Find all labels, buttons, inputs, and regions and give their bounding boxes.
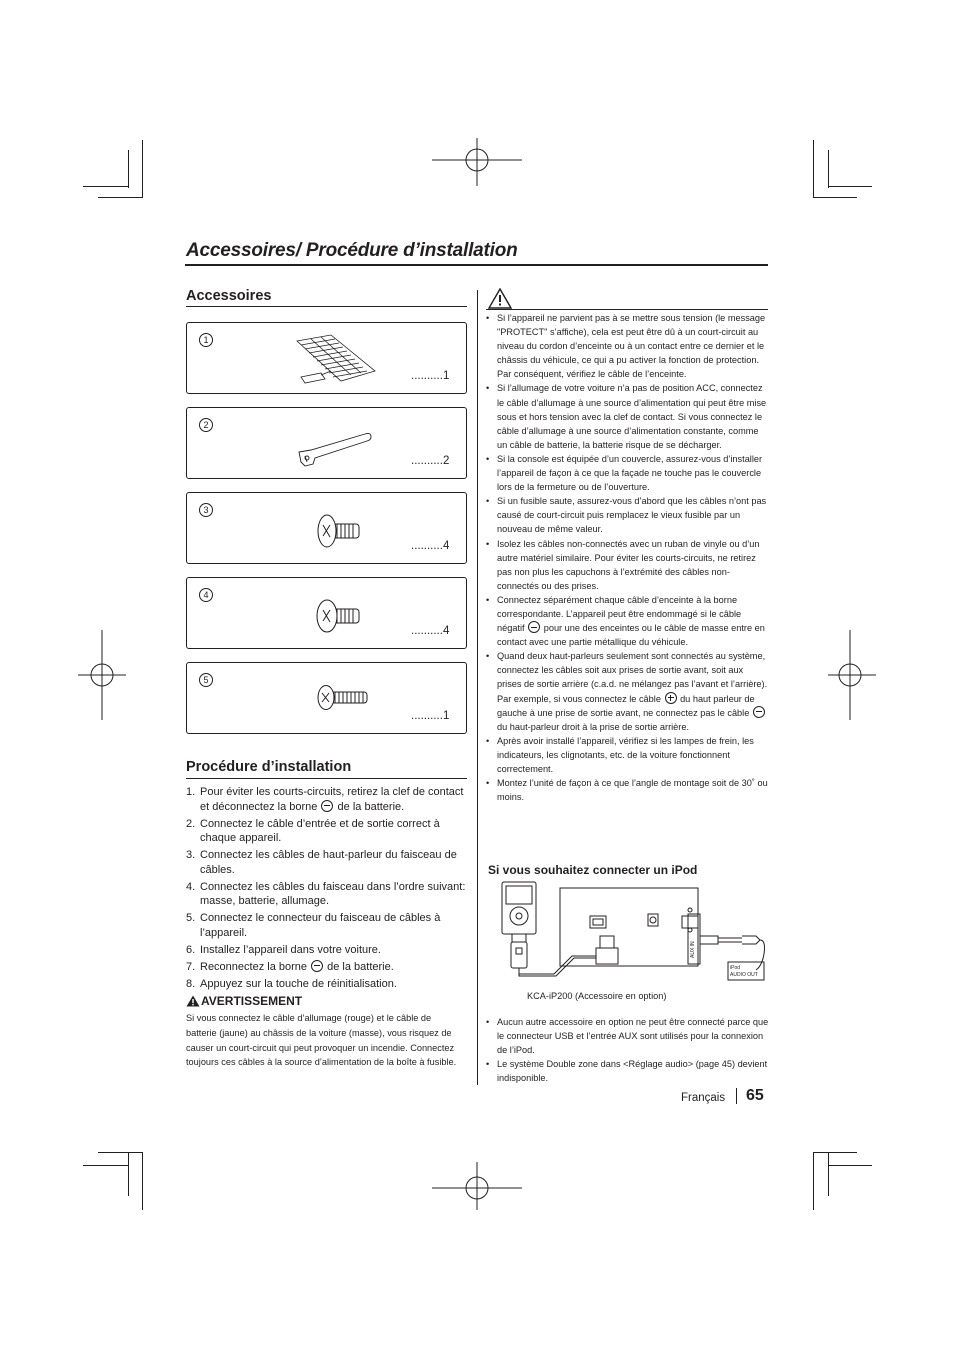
procedure-steps: [186, 785, 466, 994]
crop-mark: [83, 186, 128, 187]
step-text: Connectez les câbles du faisceau dans l’ordre suivant: masse, batterie, allumage.: [200, 880, 466, 907]
step-number: 5.: [186, 912, 196, 924]
step-text: Reconnectez la borne: [200, 960, 308, 973]
accessory-number: 1: [199, 333, 213, 347]
plus-terminal-icon: [665, 692, 677, 704]
registration-mark: [826, 628, 876, 722]
accessory-number: 5: [199, 673, 213, 687]
aux-in-label: AUX IN: [690, 941, 696, 958]
title-rule: [185, 264, 768, 266]
caution-rule: [486, 309, 768, 310]
list-item-text: Après avoir installé l’appareil, vérifiez si les lampes de frein, les indicateurs, les clignotants, etc. de la voiture fonctionnent correctement.: [497, 735, 754, 774]
accessory-quantity: ..........4: [411, 540, 450, 552]
accessory-number: 2: [199, 418, 213, 432]
procedure-step: [186, 785, 466, 814]
step-number: 7.: [186, 960, 196, 973]
flat-head-screw-icon: [315, 511, 363, 551]
crop-mark: [98, 1152, 142, 1153]
registration-mark: [430, 1162, 524, 1212]
list-item: • Aucun autre accessoire en option ne peut être connecté parce que le connecteur USB et l’entrée AUX sont utilisés pour la connexion de l’iPod.: [486, 1015, 770, 1057]
accessories-heading: Accessoires: [186, 288, 272, 304]
crop-mark: [128, 150, 129, 188]
ipod-connection-diagram: [494, 880, 770, 988]
accessory-quantity: ..........2: [411, 455, 450, 467]
footer-language: Français: [681, 1092, 726, 1104]
crop-mark: [83, 1165, 128, 1166]
head-unit: [560, 888, 698, 966]
ipod-heading: Si vous souhaitez connecter un iPod: [488, 863, 698, 877]
list-item-text: du haut parleur de gauche à une prise de sortie avant, ne connectez pas le câble: [497, 693, 755, 718]
list-item: • Après avoir installé l’appareil, vérifiez si les lampes de frein, les indicateurs, les clignotants, etc. de la voiture fonctionnent correctement.: [486, 734, 770, 776]
step-text: Installez l’appareil dans votre voiture.: [200, 943, 381, 956]
list-item: • Si la console est équipée d’un couvercle, assurez-vous d’installer l’appareil de façon à ce que la façade ne touche pas le couvercle lors de la fermeture ou de l’ouverture.: [486, 452, 770, 494]
procedure-heading: Procédure d’installation: [186, 759, 352, 775]
accessory-number: 4: [199, 588, 213, 602]
list-item-text: Montez l’unité de façon à ce que l’angle de montage soit de 30˚ ou moins.: [497, 778, 768, 803]
crop-mark: [813, 140, 814, 198]
accessory-quantity: ..........4: [411, 625, 450, 637]
step-text: Connectez le câble d’entrée et de sortie correct à chaque appareil.: [200, 817, 440, 844]
list-item-text: Connectez séparément chaque câble d’enceinte à la borne correspondante. L’appareil peut être endommagé si le câble négatif: [497, 594, 742, 634]
list-item-text: Si l’allumage de votre voiture n’a pas de position ACC, connectez le câble d’allumage à une source d’alimentation qui peut être mise sous et hors tension avec la clef de contact. Si vous connectez le câble d’allumage à une source d’alimentation constante, comme un câble de batterie, la batterie risque de se décharger.: [497, 383, 767, 450]
long-screw-icon: [315, 683, 371, 713]
crop-mark: [828, 186, 872, 187]
step-text: Connectez le connecteur du faisceau de câbles à l’appareil.: [200, 912, 441, 939]
procedure-step: [186, 817, 466, 846]
minus-terminal-icon: [753, 706, 765, 718]
crop-mark: [142, 140, 143, 198]
list-item-text: Le système Double zone dans <Réglage audio> (page 45) devient indisponible.: [497, 1059, 768, 1084]
list-item-text: Si l’appareil ne parvient pas à se mettre sous tension (le message "PROTECT" s’affiche), cela est peut être dû à un court-circuit au niveau du cordon d’enceinte ou à un contact entre ce dernier et le châssis du véhicule, ce qui a pu activer la fonction de protection. Par conséquent, vérifiez le câble de l’enceinte.: [497, 313, 766, 380]
caution-list: [486, 311, 770, 804]
accessory-quantity: ..........1: [411, 370, 450, 382]
step-number: 8.: [186, 977, 196, 990]
crop-mark: [813, 1152, 814, 1210]
ipod-notes-list: [486, 1015, 770, 1085]
diagram-caption: KCA-iP200 (Accessoire en option): [527, 991, 667, 1001]
list-item: • Quand deux haut-parleurs seulement sont connectés au système, connectez les câbles soit aux prises de sortie avant, soit aux prises de sortie arrière (c.a.d. ne mélangez pas l’avant et l’arrière). Par exemple, si vous connectez le câble du haut parleur de gauche à une prise de sortie avant, ne connectez pas le câble du haut-parleur droit à la prise de sortie arrière.: [486, 651, 768, 732]
list-item: • Si l’allumage de votre voiture n’a pas de position ACC, connectez le câble d’allumage à une source d’alimentation qui peut être mise sous et hors tension avec la clef de contact. Si vous connectez le câble d’allumage à une source d’alimentation constante, comme un câble de batterie, la batterie risque de se décharger.: [486, 381, 770, 451]
step-number: 4.: [186, 880, 196, 893]
list-item: • Isolez les câbles non-connectés avec un ruban de vinyle ou d’un autre matériel similaire. Pour éviter les courts-circuits, ne retirez pas non plus les capuchons à l’extrémité des câbles non-connectés ou des prises.: [486, 537, 770, 593]
caution-icon: [488, 288, 512, 309]
page-number: 65: [746, 1087, 764, 1104]
crop-mark: [828, 1152, 829, 1196]
accessories-rule: [186, 306, 467, 307]
procedure-step: [186, 880, 466, 909]
step-number: 2.: [186, 817, 196, 830]
warning-text: Si vous connectez le câble d’allumage (rouge) et le câble de batterie (jaune) au châssis de la voiture (masse), vous risquez de causer un court-circuit qui peut provoquer un incendie. Connectez toujours ces câbles à la source d’alimentation de la boîte à fusible.: [186, 1013, 457, 1068]
crop-mark: [813, 1152, 857, 1153]
crop-mark: [828, 150, 829, 188]
step-text: Pour éviter les courts-circuits, retirez la clef de contact et déconnectez la borne: [200, 786, 464, 813]
step-number: 3.: [186, 849, 196, 861]
accessory-item-3: [186, 492, 467, 564]
column-divider: [477, 290, 478, 1085]
procedure-step: [186, 977, 466, 992]
accessory-item-2: [186, 407, 467, 479]
crop-mark: [813, 197, 857, 198]
accessory-item-1: [186, 322, 467, 394]
list-item: • Si l’appareil ne parvient pas à se mettre sous tension (le message "PROTECT" s’affiche), cela est peut être dû à un court-circuit au niveau du cordon d’enceinte ou à un contact entre ce dernier et le châssis du véhicule, ce qui a pu activer la fonction de protection. Par conséquent, vérifiez le câble de l’enceinte.: [486, 311, 770, 381]
accessory-number: 3: [199, 503, 213, 517]
registration-mark: [78, 628, 128, 722]
crop-mark: [828, 1165, 872, 1166]
list-item-text: pour une des enceintes ou le câble de masse entre en contact avec une partie métallique du véhicule.: [497, 623, 765, 648]
list-item: • Connectez séparément chaque câble d’enceinte à la borne correspondante. L’appareil peut être endommagé si le câble négatif pour une des enceintes ou le câble de masse entre en contact avec une partie métallique du véhicule.: [486, 594, 765, 648]
list-item-text: Aucun autre accessoire en option ne peut être connecté parce que le connecteur USB et l’entrée AUX sont utilisés pour la connexion de l’iPod.: [497, 1017, 769, 1056]
accessory-item-5: [186, 662, 467, 734]
audio-out-label-2: AUDIO OUT: [730, 972, 758, 978]
procedure-step: [186, 911, 466, 940]
list-item: • Si un fusible saute, assurez-vous d’abord que les câbles n’ont pas causé de court-circuit puis remplacez le vieux fusible par un nouveau de même valeur.: [486, 494, 770, 536]
step-text: Connectez les câbles de haut-parleur du faisceau de câbles.: [200, 849, 457, 876]
minus-terminal-icon: [528, 621, 540, 633]
page-title: Accessoires/ Procédure d’installation: [186, 240, 518, 261]
footer-separator: [736, 1088, 737, 1104]
step-text: Appuyez sur la touche de réinitialisation.: [200, 977, 397, 990]
step-text: de la batterie.: [327, 960, 394, 973]
warning-heading-text: AVERTISSEMENT: [201, 994, 303, 1008]
list-item-text: Si la console est équipée d’un couvercle, assurez-vous d’installer l’appareil de façon à ce que la façade ne touche pas le couvercle lors de la fermeture ou de l’ouverture.: [497, 453, 763, 493]
pan-head-screw-icon: [315, 596, 363, 636]
crop-mark: [98, 197, 142, 198]
registration-mark: [430, 138, 524, 188]
audio-out-label-1: iPod: [730, 965, 741, 971]
step-number: 1.: [186, 786, 196, 798]
list-item: • Le système Double zone dans <Réglage audio> (page 45) devient indisponible.: [486, 1057, 770, 1085]
step-text: de la batterie.: [337, 800, 405, 813]
minus-terminal-icon: [311, 960, 323, 972]
step-number: 6.: [186, 943, 196, 956]
procedure-step: [186, 943, 466, 958]
warning-icon: [186, 995, 200, 1007]
warning-heading: [186, 994, 302, 1008]
list-item-text: du haut-parleur droit à la prise de sortie arrière.: [497, 721, 690, 732]
accessory-item-4: [186, 577, 467, 649]
crop-mark: [128, 1152, 129, 1196]
procedure-step: [186, 848, 466, 877]
list-item-text: Si un fusible saute, assurez-vous d’abord que les câbles n’ont pas causé de court-circuit puis remplacez le vieux fusible par un nouveau de même valeur.: [497, 496, 767, 535]
ipod-device: [502, 882, 536, 934]
procedure-rule: [186, 778, 467, 779]
wiring-harness-icon: [291, 331, 381, 387]
crop-mark: [142, 1152, 143, 1210]
procedure-step: [186, 960, 466, 975]
list-item-text: Isolez les câbles non-connectés avec un ruban de vinyle ou d’un autre matériel similaire. Pour éviter les courts-circuits, ne retirez pas non plus les capuchons à l’extrémité des câbles non-connectés ou des prises.: [497, 538, 760, 591]
minus-terminal-icon: [321, 800, 333, 812]
list-item-text: Quand deux haut-parleurs seulement sont connectés au système, connectez les câbles soit aux prises de sortie avant, soit aux prises de sortie arrière (c.a.d. ne mélangez pas l’avant et l’arrière). Par exemple, si vous connectez le câble: [497, 651, 768, 704]
accessory-quantity: ..........1: [411, 710, 450, 722]
list-item: • Montez l’unité de façon à ce que l’angle de montage soit de 30˚ ou moins.: [486, 776, 770, 804]
extraction-key-icon: [295, 426, 375, 470]
